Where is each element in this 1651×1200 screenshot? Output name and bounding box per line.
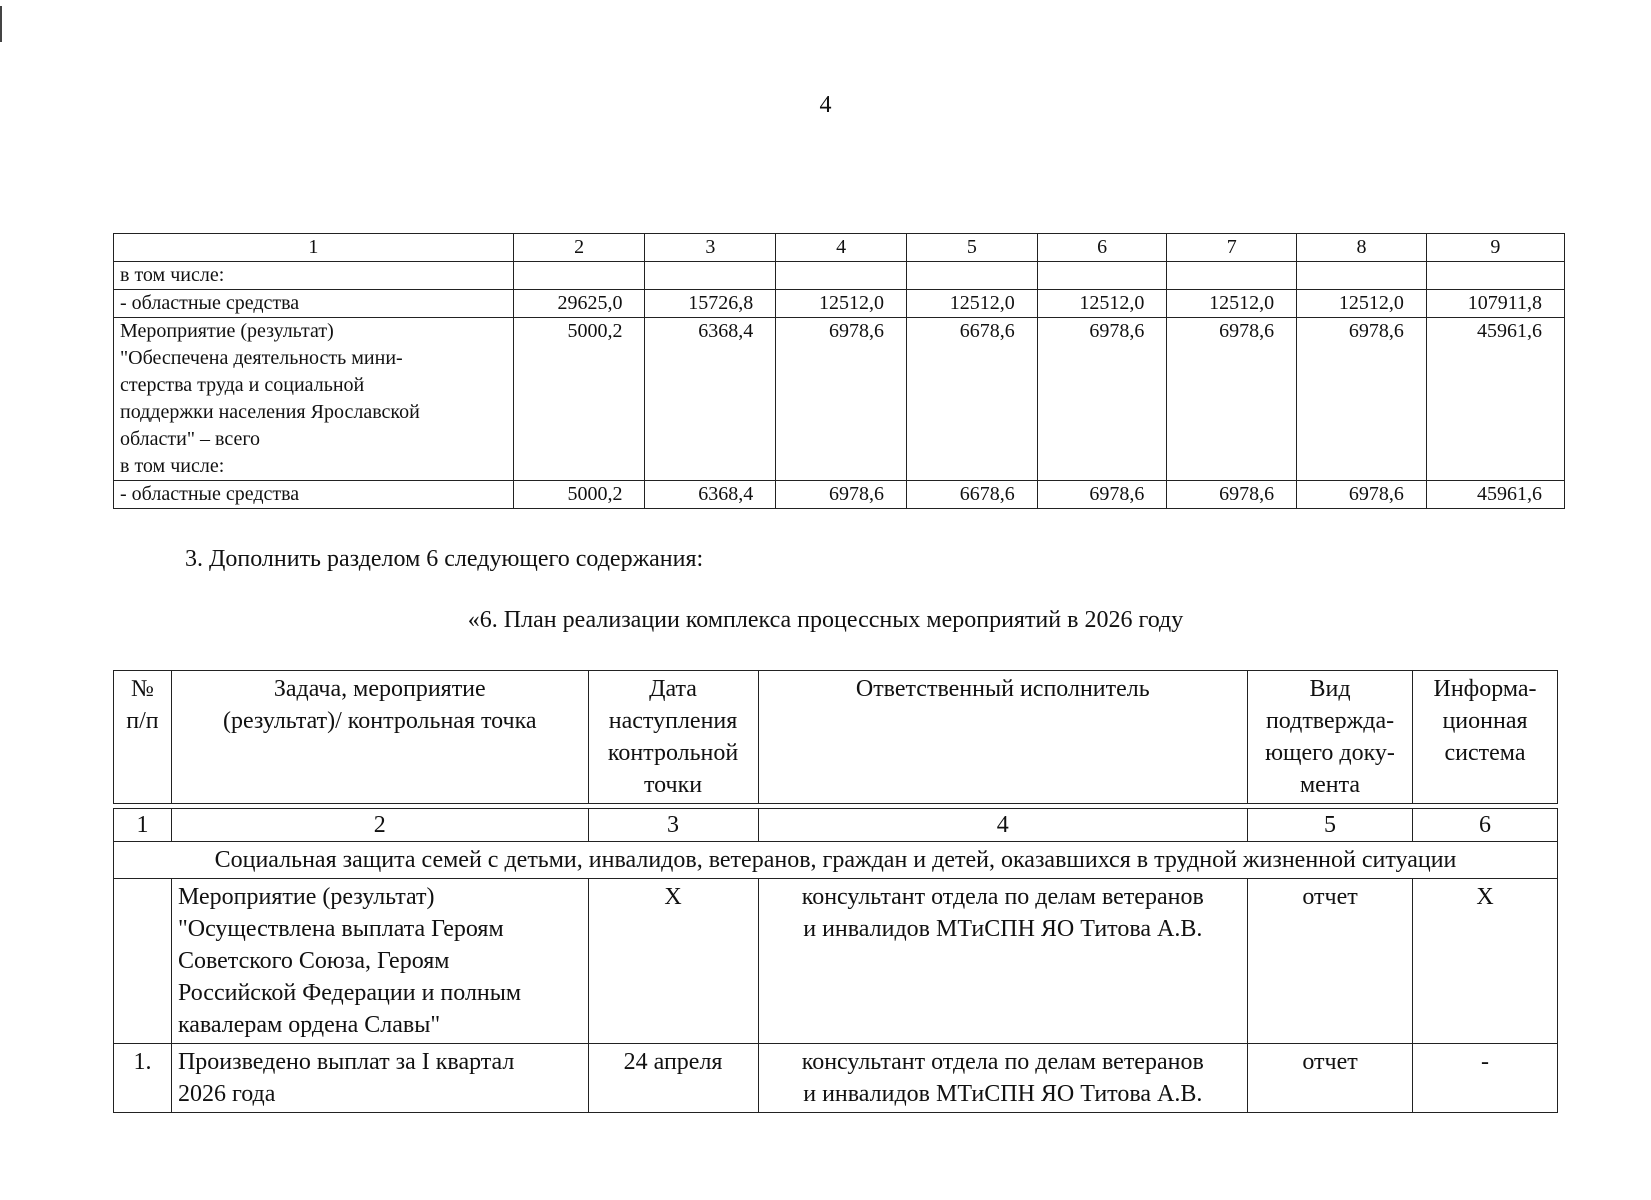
- row-label: - областные средства: [114, 481, 514, 509]
- value-cell: 5000,2: [513, 481, 645, 509]
- value-cell: 45961,6: [1426, 318, 1564, 481]
- table-row: [114, 262, 1565, 290]
- value-cell: 12512,0: [1297, 290, 1427, 318]
- value-cell: 6978,6: [1037, 318, 1167, 481]
- value-cell: [1037, 262, 1167, 290]
- label-line: "Обеспечена деятельность мини-: [120, 347, 403, 369]
- task-line: "Осуществлена выплата Героям: [177, 916, 504, 942]
- task-line: Советского Союза, Героям: [177, 948, 450, 974]
- document-cell: отчет: [1248, 1044, 1413, 1113]
- value-cell: 6678,6: [906, 318, 1037, 481]
- date-cell: 24 апреля: [588, 1044, 758, 1113]
- table-header-cell: 3: [645, 234, 776, 262]
- value-cell: 12512,0: [906, 290, 1037, 318]
- table-header-cell: 5: [906, 234, 1037, 262]
- task-line: Российской Федерации и полным: [177, 980, 522, 1006]
- value-cell: 6678,6: [906, 481, 1037, 509]
- financing-table-header-row: [114, 234, 1565, 262]
- value-cell: 6978,6: [1037, 481, 1167, 509]
- label-line: области" – всего: [120, 428, 261, 450]
- date-cell: Х: [588, 879, 758, 1044]
- implementation-plan-table: [113, 670, 1558, 1113]
- row-label: в том числе:: [114, 262, 514, 290]
- header-line: мента: [1299, 772, 1361, 798]
- executor-line: консультант отдела по делам ветеранов: [801, 884, 1204, 910]
- executor-line: консультант отдела по делам ветеранов: [801, 1049, 1204, 1075]
- header-line: ционная: [1442, 708, 1528, 734]
- header-information-system: [1413, 671, 1558, 804]
- value-cell: 6368,4: [645, 481, 776, 509]
- executor-line: и инвалидов МТиСПН ЯО Титова А.В.: [803, 1081, 1203, 1107]
- task-cell: [171, 1044, 588, 1113]
- header-line: п/п: [126, 708, 159, 734]
- value-cell: 6978,6: [1297, 318, 1427, 481]
- header-line: наступления: [608, 708, 738, 734]
- value-cell: [906, 262, 1037, 290]
- value-cell: 12512,0: [1037, 290, 1167, 318]
- table-header-cell: 9: [1426, 234, 1564, 262]
- header-task: [171, 671, 588, 804]
- table-header-cell: 2: [513, 234, 645, 262]
- table-header-cell: 1: [114, 234, 514, 262]
- executor-line: и инвалидов МТиСПН ЯО Титова А.В.: [803, 916, 1203, 942]
- table-row: [114, 1044, 1558, 1113]
- value-cell: [776, 262, 907, 290]
- paragraph-3: 3. Дополнить разделом 6 следующего содержания:: [185, 546, 704, 572]
- document-cell: отчет: [1248, 879, 1413, 1044]
- table-header-cell: 8: [1297, 234, 1427, 262]
- row-number: [114, 879, 172, 1044]
- value-cell: 29625,0: [513, 290, 645, 318]
- header-line: Вид: [1309, 676, 1351, 702]
- table-header-cell: 6: [1037, 234, 1167, 262]
- value-cell: [1297, 262, 1427, 290]
- section-row: [114, 842, 1558, 879]
- header-line: (результат)/ контрольная точка: [222, 708, 537, 734]
- header-date: [588, 671, 758, 804]
- column-index: 4: [758, 809, 1248, 842]
- system-cell: Х: [1413, 879, 1558, 1044]
- task-line: Мероприятие (результат): [177, 884, 435, 910]
- header-line: система: [1444, 740, 1526, 766]
- header-line: №: [131, 676, 154, 702]
- row-label: [114, 318, 514, 481]
- table-header-cell: 4: [776, 234, 907, 262]
- column-index: 2: [171, 809, 588, 842]
- row-number: 1.: [114, 1044, 172, 1113]
- table-row: [114, 318, 1565, 481]
- header-line: Ответственный исполнитель: [855, 676, 1150, 702]
- header-document-type: [1248, 671, 1413, 804]
- table-row: [114, 879, 1558, 1044]
- header-executor: [758, 671, 1248, 804]
- section-6-title: «6. План реализации комплекса процессных мероприятий в 2026 году: [467, 607, 1184, 633]
- value-cell: 6978,6: [1297, 481, 1427, 509]
- label-line: стерства труда и социальной: [120, 374, 365, 396]
- column-index: 3: [588, 809, 758, 842]
- value-cell: 5000,2: [513, 318, 645, 481]
- task-line: кавалерам ордена Славы": [177, 1012, 441, 1038]
- table-row: [114, 290, 1565, 318]
- table-header-cell: 7: [1167, 234, 1297, 262]
- executor-cell: [758, 879, 1248, 1044]
- label-line: в том числе:: [120, 455, 225, 477]
- value-cell: [1167, 262, 1297, 290]
- table-row: [114, 481, 1565, 509]
- page-number: 4: [819, 92, 832, 118]
- header-line: ющего доку-: [1265, 740, 1395, 766]
- column-index: 6: [1413, 809, 1558, 842]
- label-line: Мероприятие (результат): [120, 320, 334, 342]
- value-cell: 45961,6: [1426, 481, 1564, 509]
- task-line: Произведено выплат за I квартал: [177, 1049, 515, 1075]
- value-cell: 6978,6: [776, 318, 907, 481]
- executor-cell: [758, 1044, 1248, 1113]
- section-heading: Социальная защита семей с детьми, инвалидов, ветеранов, граждан и детей, оказавшихся в трудной жизненной ситуации: [114, 842, 1558, 879]
- task-line: 2026 года: [177, 1081, 276, 1107]
- financing-table: [113, 233, 1565, 509]
- header-line: контрольной: [607, 740, 739, 766]
- label-line: поддержки населения Ярославской: [120, 401, 420, 423]
- value-cell: 15726,8: [645, 290, 776, 318]
- value-cell: 12512,0: [776, 290, 907, 318]
- scan-edge-mark: [0, 6, 2, 42]
- value-cell: 6978,6: [1167, 481, 1297, 509]
- system-cell: -: [1413, 1044, 1558, 1113]
- value-cell: 6978,6: [776, 481, 907, 509]
- task-cell: [171, 879, 588, 1044]
- header-line: точки: [643, 772, 703, 798]
- value-cell: 107911,8: [1426, 290, 1564, 318]
- value-cell: [1426, 262, 1564, 290]
- header-line: Информа-: [1433, 676, 1537, 702]
- value-cell: [645, 262, 776, 290]
- column-index: 5: [1248, 809, 1413, 842]
- value-cell: 6368,4: [645, 318, 776, 481]
- value-cell: 6978,6: [1167, 318, 1297, 481]
- column-index-row: [114, 809, 1558, 842]
- value-cell: [513, 262, 645, 290]
- header-line: Задача, мероприятие: [273, 676, 486, 702]
- header-line: Дата: [649, 676, 697, 702]
- header-number: [114, 671, 172, 804]
- header-line: подтвержда-: [1265, 708, 1395, 734]
- plan-table-header-row: [114, 671, 1558, 804]
- value-cell: 12512,0: [1167, 290, 1297, 318]
- row-label: - областные средства: [114, 290, 514, 318]
- column-index: 1: [114, 809, 172, 842]
